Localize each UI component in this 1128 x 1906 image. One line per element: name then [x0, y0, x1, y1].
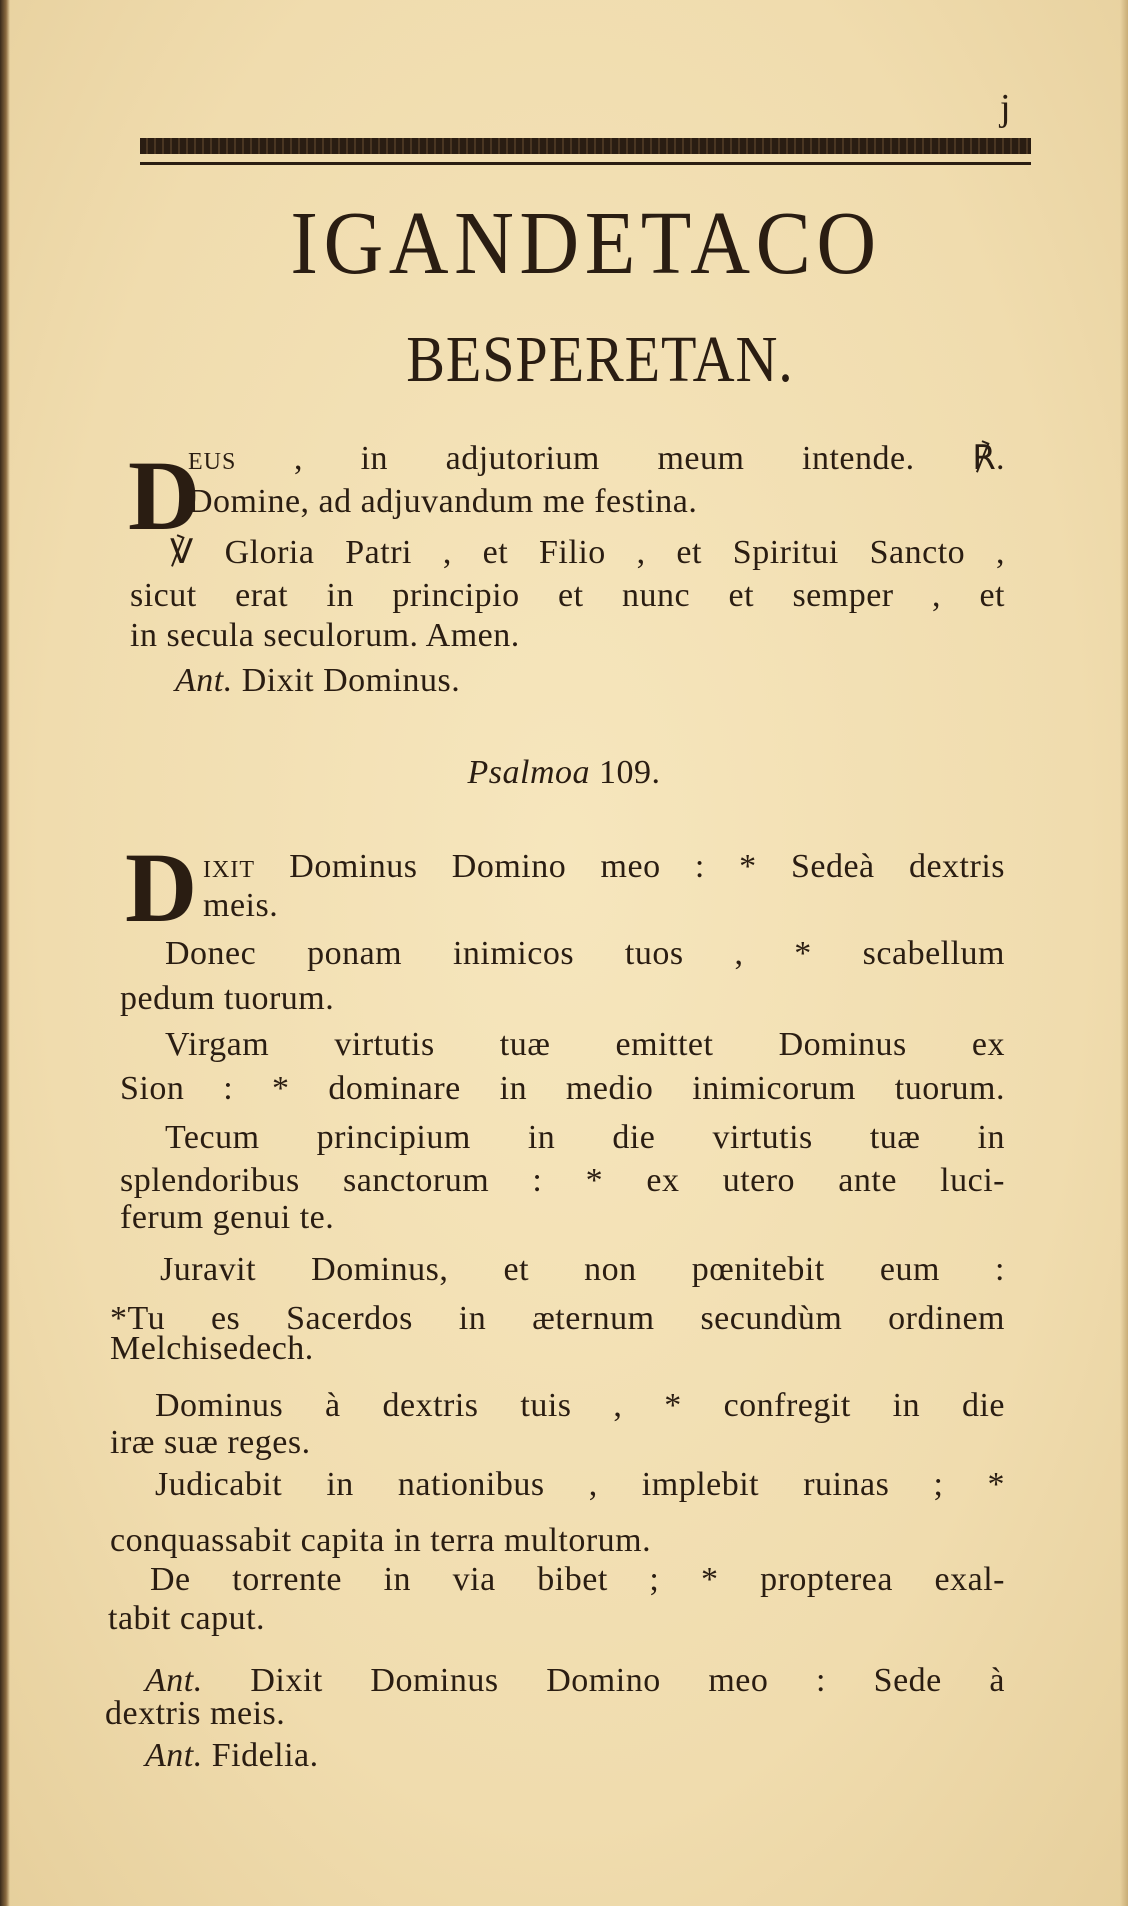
text-line	[165, 1023, 1005, 1067]
small-caps-word: IXIT	[203, 857, 255, 883]
text-line	[110, 1421, 311, 1465]
text-line	[130, 614, 520, 658]
italic-label: Ant.	[145, 1662, 203, 1699]
text-line	[120, 1067, 1005, 1111]
line-text: Fidelia.	[202, 1737, 319, 1774]
text-line	[188, 480, 697, 524]
line-text: *Tu es Sacerdos in æternum secundùm ordinem	[110, 1300, 1005, 1337]
line-text: Dixit Dominus Domino meo : Sede à	[202, 1662, 1005, 1699]
line-text: Juravit Dominus, et non pœnitebit eum :	[160, 1251, 1005, 1288]
page-number: j	[1000, 87, 1011, 129]
text-line	[110, 1327, 314, 1371]
page-right-edge	[1120, 0, 1128, 1906]
ornamental-rule	[140, 138, 1031, 154]
line-text: ℣ Gloria Patri , et Filio , et Spiritui Sancto ,	[170, 534, 1005, 571]
text-line	[150, 1558, 1005, 1602]
text-line	[110, 1519, 651, 1563]
drop-cap: D	[128, 440, 201, 551]
page-binding-edge	[0, 0, 10, 1906]
text-line	[170, 531, 1005, 575]
drop-cap: D	[125, 832, 198, 943]
text-line	[120, 977, 334, 1021]
text-line	[160, 1248, 1005, 1292]
page-subtitle: BESPERETAN.	[406, 323, 794, 396]
line-text: dextris meis.	[105, 1695, 286, 1732]
line-text: ferum genui te.	[120, 1199, 335, 1236]
text-line	[130, 574, 1005, 618]
text-line	[108, 1597, 265, 1641]
line-text: iræ suæ reges.	[110, 1424, 311, 1461]
italic-label: Ant.	[145, 1737, 203, 1774]
line-text: meis.	[203, 887, 279, 924]
line-text: Dixit Dominus.	[232, 662, 461, 699]
text-line	[120, 1196, 334, 1240]
text-line	[155, 1463, 1005, 1507]
line-text: Dominus à dextris tuis , * confregit in die	[155, 1387, 1005, 1424]
italic-label: Ant.	[175, 662, 233, 699]
text-line	[145, 1734, 319, 1778]
line-text: , in adjutorium meum intende. ℟.	[236, 440, 1005, 477]
text-line	[105, 1692, 285, 1736]
text-line	[165, 932, 1005, 976]
text-line	[203, 845, 1005, 892]
line-text: Virgam virtutis tuæ emittet Dominus ex	[165, 1026, 1005, 1063]
line-text: Domine, ad adjuvandum me festina.	[188, 483, 698, 520]
text-line	[203, 884, 278, 928]
line-text: pedum tuorum.	[120, 980, 335, 1017]
text-line	[175, 659, 460, 703]
line-text: sicut erat in principio et nunc et semper , et	[130, 577, 1005, 614]
italic-label: Psalmoa	[467, 754, 590, 791]
thin-rule	[140, 162, 1031, 165]
line-text: Judicabit in nationibus , implebit ruinas ; *	[155, 1466, 1005, 1503]
line-text: in secula seculorum. Amen.	[130, 617, 520, 654]
line-text: tabit caput.	[108, 1600, 266, 1637]
line-text: De torrente in via bibet ; * propterea exal-	[150, 1561, 1005, 1598]
line-text: conquassabit capita in terra multorum.	[110, 1522, 652, 1559]
line-text: splendoribus sanctorum : * ex utero ante luci-	[120, 1162, 1005, 1199]
small-caps-word: EUS	[188, 449, 237, 475]
line-text: Melchisedech.	[110, 1330, 314, 1367]
text-line	[0, 751, 1128, 795]
line-text: Sion : * dominare in medio inimicorum tuorum.	[120, 1070, 1005, 1107]
line-text: Dominus Domino meo : * Sedeà dextris	[254, 848, 1005, 885]
line-text: Donec ponam inimicos tuos , * scabellum	[165, 935, 1005, 972]
text-line	[165, 1116, 1005, 1160]
text-line	[188, 437, 1005, 484]
line-text: 109.	[590, 754, 661, 791]
line-text: Tecum principium in die virtutis tuæ in	[165, 1119, 1005, 1156]
page-title: IGANDETACO	[290, 194, 882, 293]
